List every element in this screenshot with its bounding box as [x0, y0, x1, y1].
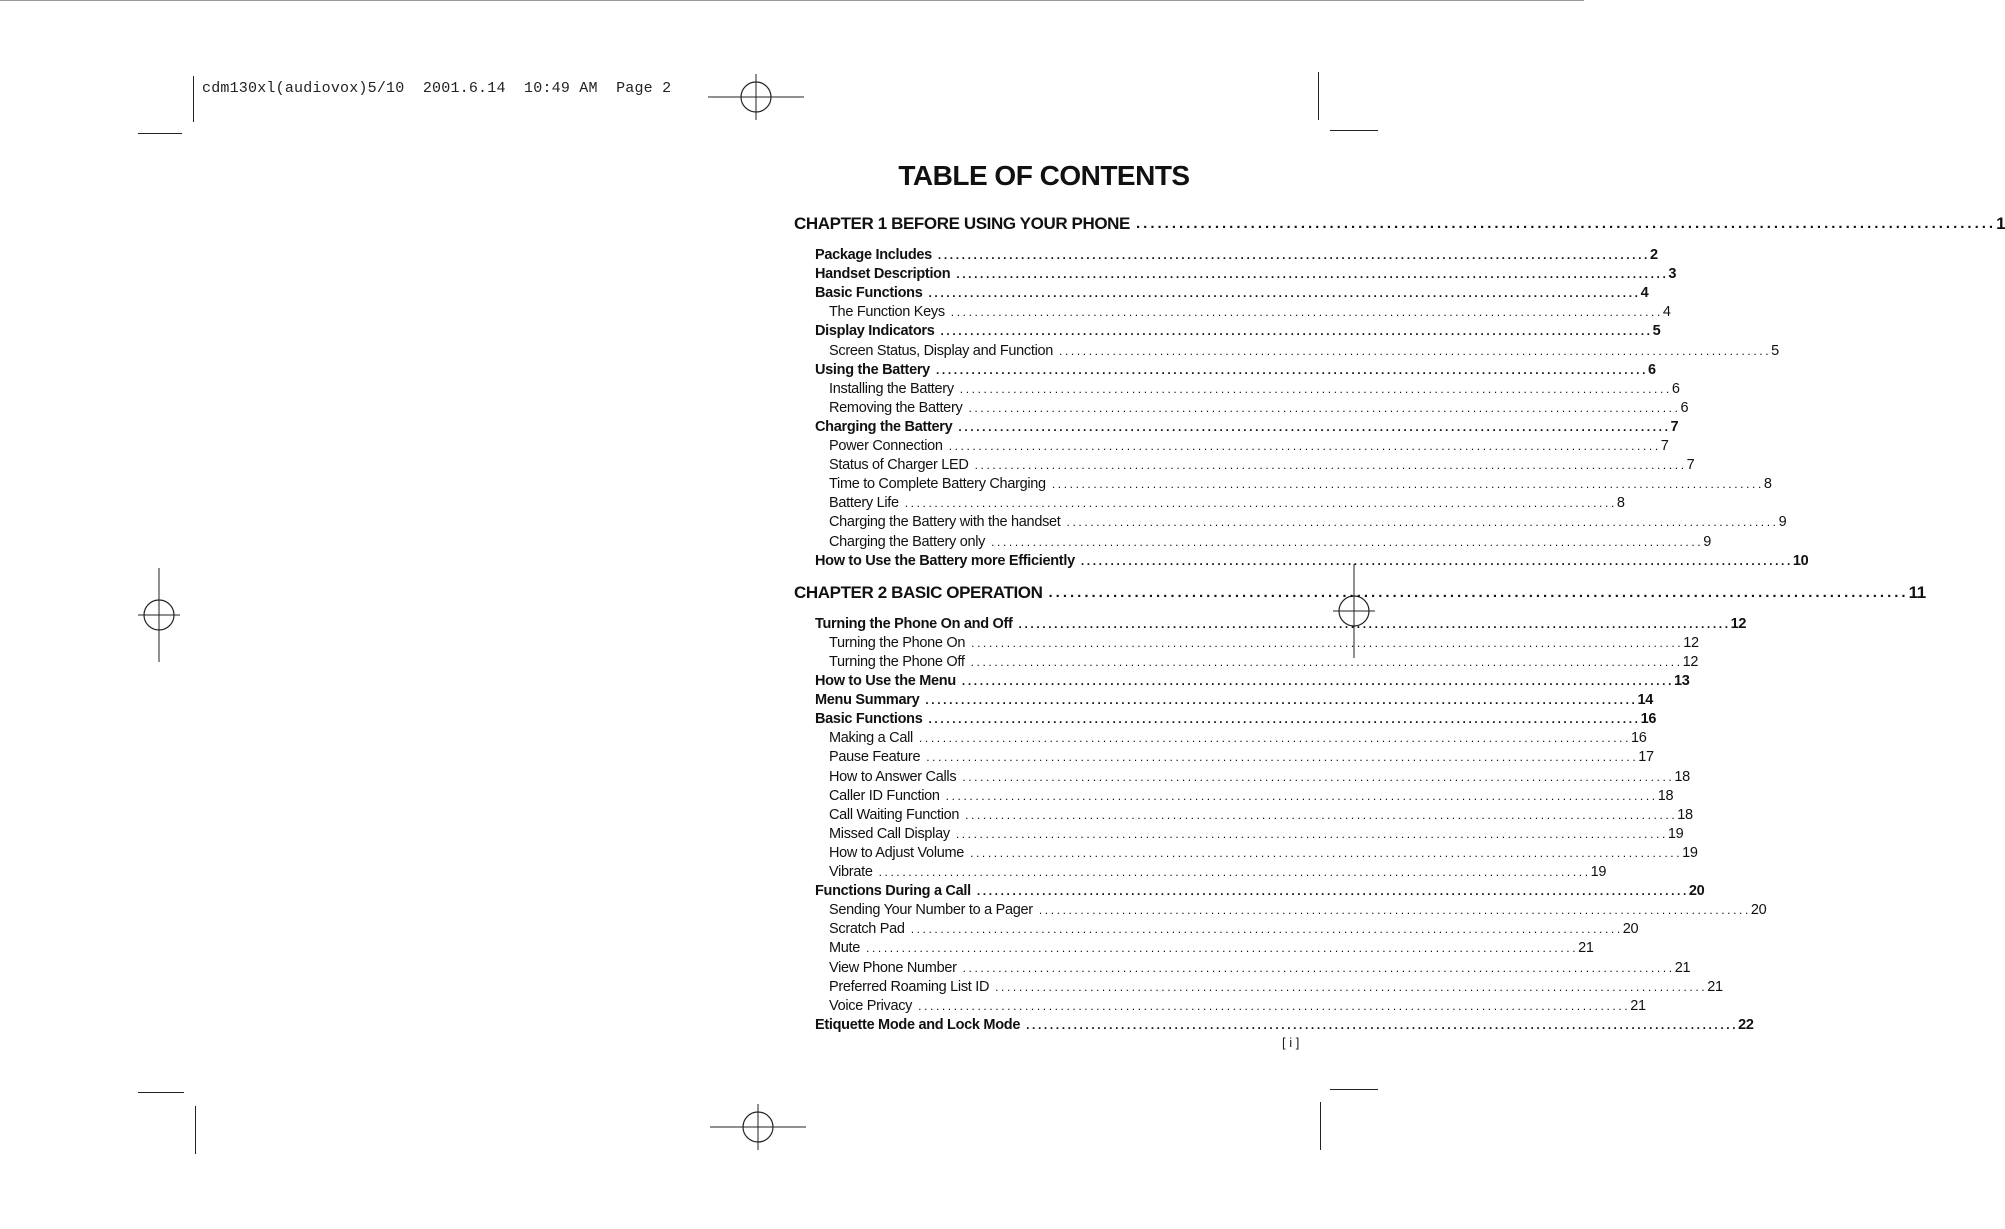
toc-entry-page: 4: [1640, 285, 1649, 302]
toc-entry-page: 11: [1908, 582, 1926, 602]
toc-entry-label: CHAPTER 2 BASIC OPERATION: [794, 582, 1043, 602]
toc-dot-leader: ........................................................................................................................: [866, 941, 1579, 956]
toc-section-entry: [815, 265, 1677, 284]
toc-entry-label: Voice Privacy: [829, 997, 913, 1014]
toc-dot-leader: ........................................................................................................................: [1038, 903, 1751, 918]
toc-entry-label: How to Answer Calls: [829, 768, 957, 785]
toc-entry-page: 16: [1631, 730, 1647, 747]
toc-dot-leader: ........................................................................................................................: [918, 998, 1631, 1013]
toc-entry-label: Scratch Pad: [829, 921, 905, 938]
toc-entry-page: 22: [1738, 1016, 1754, 1033]
toc-section-entry: [815, 246, 1658, 265]
toc-subsection-entry: [829, 959, 1691, 978]
toc-entry-label: Using the Battery: [815, 361, 930, 378]
toc-entry-page: 3: [1668, 266, 1677, 283]
toc-entry-page: 1: [1996, 214, 2005, 233]
toc-entry-label: Etiquette Mode and Lock Mode: [815, 1016, 1021, 1033]
toc-subsection-entry: [829, 653, 1699, 672]
toc-section-entry: [815, 691, 1653, 710]
toc-entry-page: 17: [1638, 749, 1654, 766]
toc-entry-label: Turning the Phone Off: [829, 653, 965, 670]
toc-dot-leader: ........................................................................................................................: [1066, 515, 1779, 530]
toc-dot-leader: ........................................................................................................................: [937, 248, 1650, 262]
toc-section-entry: [815, 361, 1656, 380]
toc-dot-leader: ........................................................................................................................: [918, 731, 1632, 746]
toc-entry-page: 18: [1677, 806, 1693, 823]
toc-dot-leader: ........................................................................................................................: [959, 381, 1672, 396]
toc-entry-label: Caller ID Function: [829, 787, 940, 804]
toc-subsection-entry: [829, 475, 1772, 494]
toc-entry-label: Installing the Battery: [829, 380, 954, 397]
toc-entry-label: Basic Functions: [815, 285, 923, 302]
toc-subsection-entry: [829, 920, 1639, 939]
toc-entry-page: 8: [1616, 495, 1625, 512]
toc-section-entry: [815, 284, 1649, 303]
toc-dot-leader: ........................................................................................................................: [925, 693, 1638, 708]
print-slug-header: cdm130xl(audiovox)5/10 2001.6.14 10:49 AM Page 2: [202, 80, 672, 97]
toc-subsection-entry: [829, 456, 1695, 475]
toc-entry-page: 12: [1730, 615, 1747, 632]
toc-subsection-entry: [829, 380, 1680, 399]
toc-entry-page: 20: [1622, 921, 1639, 938]
toc-dot-leader: ........................................................................................................................: [962, 769, 1675, 784]
toc-dot-leader: ........................................................................................................................: [940, 324, 1653, 339]
toc-dot-leader: ........................................................................................................................: [955, 826, 1668, 841]
toc-dot-leader: ........................................................................................................................: [910, 922, 1623, 937]
toc-dot-leader: ........................................................................................................................: [1080, 553, 1793, 568]
toc-entry-label: Charging the Battery with the handset: [829, 514, 1061, 531]
toc-entry-label: Mute: [829, 940, 861, 957]
toc-dot-leader: ........................................................................................................................: [1051, 477, 1764, 492]
toc-section-entry: [815, 615, 1747, 634]
toc-dot-leader: ........................................................................................................................: [1059, 343, 1772, 358]
toc-dot-leader: ........................................................................................................................: [950, 305, 1663, 320]
toc-dot-leader: ........................................................................................................................: [970, 845, 1683, 860]
toc-entry-page: 10: [1792, 552, 1809, 569]
toc-subsection-entry: [829, 399, 1689, 418]
toc-entry-label: Battery Life: [829, 495, 899, 512]
toc-entry-page: 7: [1686, 457, 1695, 474]
toc-entry-label: Pause Feature: [829, 749, 921, 766]
toc-entry-label: How to Use the Menu: [815, 673, 956, 689]
toc-dot-leader: ........................................................................................................................: [991, 534, 1704, 549]
toc-subsection-entry: [829, 844, 1698, 863]
toc-subsection-entry: [829, 863, 1607, 882]
toc-subsection-entry: [829, 997, 1646, 1016]
toc-entry-page: 6: [1671, 380, 1680, 397]
toc-dot-leader: ........................................................................................................................: [1048, 583, 1909, 601]
toc-section-entry: [815, 418, 1679, 437]
toc-section-entry: [815, 322, 1661, 341]
toc-entry-page: 21: [1630, 997, 1646, 1014]
toc-section-entry: [815, 672, 1690, 691]
toc-entry-page: 2: [1649, 247, 1658, 263]
toc-dot-leader: ........................................................................................................................: [948, 439, 1661, 453]
toc-entry-label: Power Connection: [829, 438, 943, 454]
toc-entry-label: Making a Call: [829, 730, 913, 747]
toc-entry-label: View Phone Number: [829, 959, 957, 976]
toc-entry-page: 20: [1688, 883, 1705, 900]
toc-dot-leader: ........................................................................................................................: [928, 286, 1641, 301]
toc-dot-leader: ........................................................................................................................: [958, 419, 1671, 434]
toc-entry-page: 19: [1667, 825, 1684, 842]
toc-entry-label: Charging the Battery: [815, 418, 953, 435]
toc-subsection-entry: [829, 533, 1711, 552]
toc-entry-page: 5: [1771, 342, 1779, 359]
toc-dot-leader: ........................................................................................................................: [1018, 616, 1731, 631]
toc-entry-label: Missed Call Display: [829, 825, 950, 842]
toc-entry-page: 21: [1674, 959, 1691, 976]
page-number: [ i ]: [1282, 1035, 1300, 1050]
toc-dot-leader: ........................................................................................................................: [971, 635, 1684, 650]
toc-dot-leader: ........................................................................................................................: [956, 267, 1669, 282]
toc-entry-page: 14: [1637, 692, 1653, 709]
toc-subsection-entry: [829, 806, 1693, 825]
toc-subsection-entry: [829, 494, 1625, 513]
toc-entry-page: 20: [1750, 902, 1767, 919]
toc-entry-page: 13: [1674, 673, 1690, 689]
toc-entry-page: 12: [1682, 653, 1699, 670]
toc-entry-page: 6: [1648, 361, 1656, 378]
toc-dot-leader: ........................................................................................................................: [904, 496, 1617, 511]
toc-entry-label: Call Waiting Function: [829, 806, 960, 823]
toc-entry-page: 6: [1680, 399, 1689, 416]
toc-dot-leader: ........................................................................................................................: [926, 750, 1639, 765]
toc-entry-page: 21: [1578, 940, 1594, 957]
toc-entry-label: Turning the Phone On and Off: [815, 615, 1013, 632]
toc-entry-label: Functions During a Call: [815, 883, 971, 900]
toc-dot-leader: ........................................................................................................................: [935, 362, 1649, 377]
toc-dot-leader: ........................................................................................................................: [968, 400, 1681, 415]
toc-dot-leader: ........................................................................................................................: [1135, 215, 1997, 232]
toc-chapter-entry: [794, 213, 2005, 235]
toc-dot-leader: ........................................................................................................................: [962, 960, 1675, 975]
toc-entry-page: 19: [1590, 864, 1607, 880]
toc-subsection-entry: [829, 787, 1674, 806]
toc-entry-page: 16: [1640, 711, 1657, 728]
toc-entry-page: 4: [1662, 304, 1671, 321]
toc-entry-label: Display Indicators: [815, 323, 935, 340]
toc-entry-label: Screen Status, Display and Function: [829, 342, 1054, 359]
toc-entry-label: Package Includes: [815, 247, 932, 263]
toc-entry-label: Removing the Battery: [829, 399, 963, 416]
toc-dot-leader: ........................................................................................................................: [976, 884, 1689, 899]
toc-chapter-entry: [794, 582, 1926, 604]
toc-dot-leader: ........................................................................................................................: [965, 807, 1678, 822]
toc-subsection-entry: [829, 437, 1669, 456]
toc-entry-label: How to Adjust Volume: [829, 844, 965, 861]
toc-entry-label: How to Use the Battery more Efficiently: [815, 552, 1075, 569]
toc-subsection-entry: [829, 748, 1654, 767]
toc-entry-page: 8: [1763, 476, 1772, 493]
toc-dot-leader: ........................................................................................................................: [1026, 1017, 1739, 1032]
toc-section-entry: [815, 710, 1657, 729]
toc-entry-label: Menu Summary: [815, 692, 920, 709]
toc-dot-leader: ........................................................................................................................: [974, 458, 1687, 473]
toc-subsection-entry: [829, 634, 1699, 653]
toc-entry-label: Time to Complete Battery Charging: [829, 476, 1046, 493]
toc-entry-label: Preferred Roaming List ID: [829, 978, 990, 995]
toc-subsection-entry: [829, 768, 1690, 787]
toc-dot-leader: ........................................................................................................................: [995, 979, 1708, 994]
toc-dot-leader: ........................................................................................................................: [928, 712, 1641, 727]
toc-subsection-entry: [829, 729, 1647, 748]
toc-entry-label: Sending Your Number to a Pager: [829, 902, 1033, 919]
toc-entry-label: Handset Description: [815, 266, 951, 283]
toc-entry-page: 12: [1683, 634, 1699, 651]
page-title: TABLE OF CONTENTS: [898, 160, 1190, 191]
toc-entry-page: 9: [1703, 533, 1711, 550]
toc-entry-label: Vibrate: [829, 864, 873, 880]
toc-entry-label: Status of Charger LED: [829, 457, 969, 474]
toc-entry-page: 9: [1778, 514, 1787, 531]
toc-subsection-entry: [829, 342, 1779, 361]
toc-entry-label: Basic Functions: [815, 711, 923, 728]
toc-section-entry: [815, 1016, 1754, 1035]
toc-entry-page: 7: [1660, 438, 1669, 454]
toc-subsection-entry: [829, 513, 1787, 532]
toc-entry-page: 21: [1707, 978, 1723, 995]
toc-entry-label: Charging the Battery only: [829, 533, 986, 550]
toc-entry-label: The Function Keys: [829, 304, 945, 321]
toc-entry-page: 18: [1674, 768, 1690, 785]
toc-subsection-entry: [829, 825, 1684, 844]
toc-entry-page: 5: [1652, 323, 1661, 340]
toc-entry-label: Turning the Phone On: [829, 634, 966, 651]
toc-dot-leader: ........................................................................................................................: [878, 865, 1591, 879]
toc-entry-label: CHAPTER 1 BEFORE USING YOUR PHONE: [794, 214, 1130, 233]
toc-dot-leader: ........................................................................................................................: [945, 788, 1658, 803]
toc-subsection-entry: [829, 978, 1723, 997]
toc-entry-page: 19: [1682, 844, 1698, 861]
toc-dot-leader: ........................................................................................................................: [970, 654, 1683, 669]
toc-subsection-entry: [829, 303, 1671, 322]
toc-section-entry: [815, 882, 1705, 901]
toc-entry-page: 18: [1657, 787, 1674, 804]
toc-entry-page: 7: [1670, 418, 1679, 435]
toc-subsection-entry: [829, 939, 1594, 958]
toc-dot-leader: ........................................................................................................................: [961, 674, 1674, 688]
toc-section-entry: [815, 552, 1809, 571]
toc-subsection-entry: [829, 901, 1767, 920]
